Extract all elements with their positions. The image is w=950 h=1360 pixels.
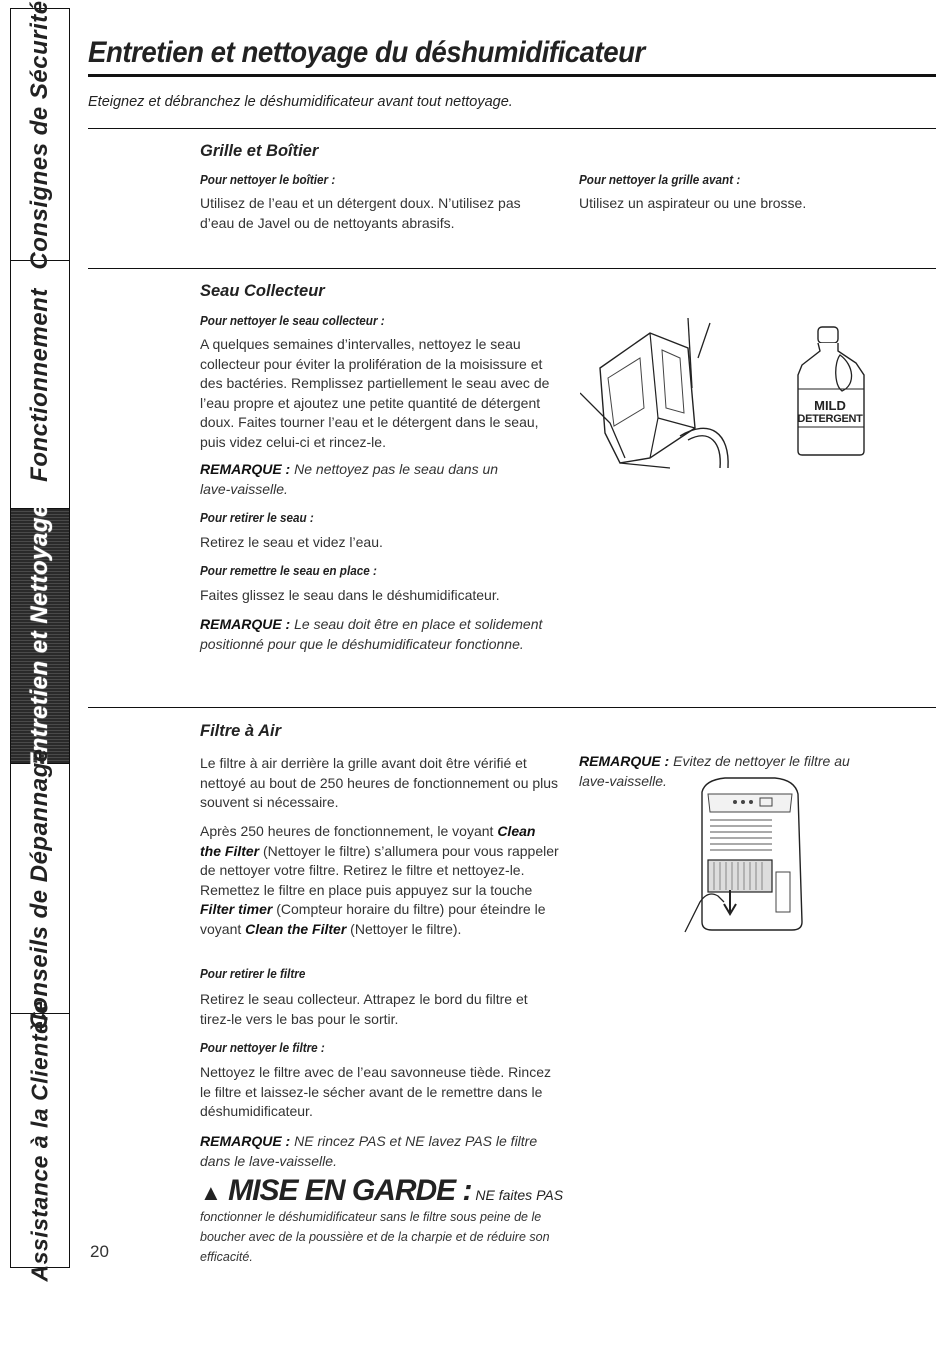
note-text: Le seau doit être en place et solidement positionné pour que le déshumidificateur fonctionne. xyxy=(200,616,543,652)
section-sidebar xyxy=(10,0,70,1281)
text-remettre-seau: Faites glissez le seau dans le déshumidificateur. xyxy=(200,587,500,603)
bucket-illustration xyxy=(580,318,740,478)
subheading-nettoyer-filtre: Pour nettoyer le filtre : xyxy=(200,1040,325,1055)
note-text: NE rincez PAS et NE lavez PAS le filtre dans le lave-vaisselle. xyxy=(200,1133,538,1169)
title-divider xyxy=(88,74,936,77)
note-seau-lave-vaisselle xyxy=(200,460,530,499)
subheading-nettoyer-boitier: Pour nettoyer le boîtier : xyxy=(200,172,336,187)
subheading-nettoyer-seau: Pour nettoyer le seau collecteur : xyxy=(200,313,385,328)
text-part: (Nettoyer le filtre). xyxy=(346,920,462,937)
subheading-retirer-seau: Pour retirer le seau : xyxy=(200,510,314,525)
subheading-nettoyer-grille: Pour nettoyer la grille avant : xyxy=(579,172,741,187)
warning-heading xyxy=(200,1174,563,1208)
section-divider xyxy=(88,268,936,269)
text-part: (Nettoyer le filtre) s’allumera pour vous rappeler de nettoyer votre filtre. Retirez le filtre et nettoyez-le. Remettez le filtre en place puis appuyez sur la touche xyxy=(200,842,559,898)
subheading-retirer-filtre: Pour retirer le filtre xyxy=(200,966,306,981)
text-retirer-filtre: Retirez le seau collecteur. Attrapez le bord du filtre et tirez-le vers le bas pour le sortir. xyxy=(200,991,528,1027)
subheading-remettre-seau: Pour remettre le seau en place : xyxy=(200,563,377,578)
intro-text: Eteignez et débranchez le déshumidificateur avant tout nettoyage. xyxy=(88,94,513,110)
section-heading-seau: Seau Collecteur xyxy=(200,282,325,300)
text-nettoyer-grille: Utilisez un aspirateur ou une brosse. xyxy=(579,195,807,211)
note-label: REMARQUE : xyxy=(200,616,291,632)
section-heading-grille: Grille et Boîtier xyxy=(200,142,319,160)
tab-label: Consignes de Sécurité xyxy=(26,0,53,270)
warning-text: fonctionner le déshumidificateur sans le filtre sous peine de le boucher avec de la poussière et de la charpie et de réduire son efficacité. xyxy=(200,1210,550,1264)
bottle-label-mild: MILD xyxy=(814,398,846,413)
tab-label: Entretien et Nettoyage xyxy=(26,503,53,769)
page-number: 20 xyxy=(90,1242,109,1261)
detergent-bottle-illustration xyxy=(790,325,870,457)
text-filtre-intro: Le filtre à air derrière la grille avant doit être vérifié et nettoyé au bout de 250 heures de fonctionnement ou plus souvent si nécessaire. xyxy=(200,755,559,810)
note-text: Evitez de nettoyer le filtre au lave-vaisselle. xyxy=(579,753,850,789)
text-clean-filter: Clean the Filter xyxy=(200,823,536,859)
text-nettoyer-seau: A quelques semaines d’intervalles, nettoyez le seau collecteur pour éviter la prolifération de la moisissure et des bactéries. Remplissez partiellement le seau avec de l’eau propre et ajoutez une petite quantité de détergent doux. Faites tourner l’eau et le détergent dans le seau, puis videz celui-ci et rincez-le. xyxy=(200,336,550,450)
bottle-icon xyxy=(790,325,870,457)
tab-fonctionnement[interactable] xyxy=(11,261,69,509)
text-part: (Compteur horaire du filtre) pour éteindre le voyant xyxy=(200,901,546,937)
page-title: Entretien et nettoyage du déshumidificateur xyxy=(88,36,645,69)
tab-label: Assistance à la Clientèle xyxy=(26,1000,53,1281)
text-retirer-seau: Retirez le seau et videz l’eau. xyxy=(200,534,383,550)
section-divider xyxy=(88,707,936,708)
tab-consignes-securite[interactable] xyxy=(11,0,69,270)
text-filter-timer: Filter timer xyxy=(200,901,273,917)
section-heading-filtre: Filtre à Air xyxy=(200,722,281,740)
warning-lead: NE faites PAS xyxy=(471,1187,564,1203)
text-nettoyer-boitier: Utilisez de l’eau et un détergent doux. N’utilisez pas d’eau de Javel ou de nettoyants abrasifs. xyxy=(200,195,521,231)
warning-title: MISE EN GARDE : xyxy=(228,1174,472,1207)
tab-assistance-clientele[interactable] xyxy=(11,1000,69,1281)
text-filtre-voyant xyxy=(200,822,560,939)
note-label: REMARQUE : xyxy=(200,461,291,477)
note-label: REMARQUE : xyxy=(579,753,670,769)
text-nettoyer-filtre: Nettoyez le filtre avec de l’eau savonneuse tiède. Rincez le filtre et laissez-le sécher avant de le remettre dans le déshumidificateur. xyxy=(200,1064,551,1119)
section-divider xyxy=(88,128,936,129)
note-text: Ne nettoyez pas le seau dans un lave-vaisselle. xyxy=(200,461,499,497)
tab-conseils-depannage[interactable] xyxy=(11,747,69,1030)
note-label: REMARQUE : xyxy=(200,1133,291,1149)
bottle-label-detergent: DETERGENT xyxy=(797,413,863,425)
note-filtre-lave-vaisselle xyxy=(200,1132,540,1171)
dehumidifier-illustration xyxy=(680,772,810,937)
tab-entretien-nettoyage[interactable] xyxy=(11,503,69,769)
text-clean-filter: Clean the Filter xyxy=(245,920,347,937)
note-seau-position xyxy=(200,615,560,654)
text-part: Après 250 heures de fonctionnement, le voyant xyxy=(200,823,498,839)
warning-icon: ▲ xyxy=(200,1180,221,1205)
tab-label: Conseils de Dépannage xyxy=(26,747,53,1030)
tab-label: Fonctionnement xyxy=(26,287,53,482)
